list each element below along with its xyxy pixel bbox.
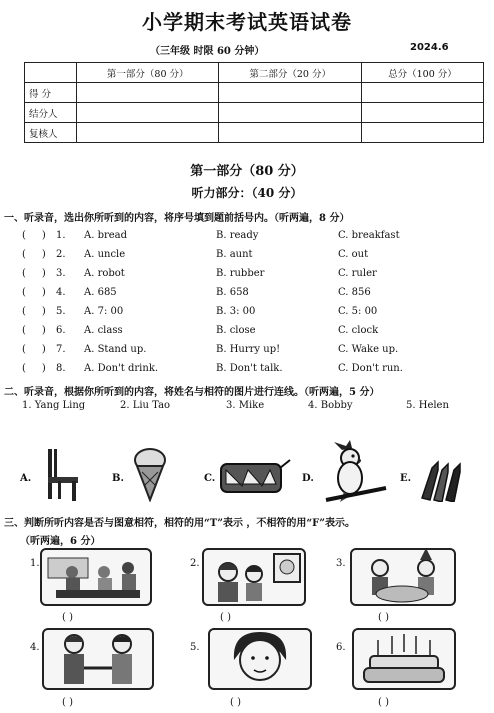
score-cell[interactable] bbox=[219, 103, 361, 123]
q2-names bbox=[0, 400, 494, 414]
close-paren: ) bbox=[41, 249, 46, 260]
open-paren: ( bbox=[22, 325, 26, 336]
option-a: A. 685 bbox=[84, 287, 117, 298]
option-c: C. 856 bbox=[338, 287, 371, 298]
item-number: 3. bbox=[56, 268, 66, 279]
row-label: 得 分 bbox=[25, 83, 77, 103]
score-cell[interactable] bbox=[361, 103, 483, 123]
pic-number: 1. bbox=[30, 558, 40, 569]
table-cell bbox=[25, 63, 77, 83]
close-paren: ) bbox=[41, 325, 46, 336]
option-b: B. 3: 00 bbox=[216, 306, 256, 317]
option-c: C. breakfast bbox=[338, 230, 400, 241]
answer-paren[interactable] bbox=[22, 287, 46, 298]
pic-number: 2. bbox=[190, 558, 200, 569]
option-b: B. Hurry up! bbox=[216, 344, 281, 355]
score-cell[interactable] bbox=[219, 83, 361, 103]
name-label: 5. Helen bbox=[406, 400, 449, 411]
answer-paren[interactable] bbox=[22, 249, 46, 260]
name-label: 4. Bobby bbox=[308, 400, 353, 411]
crayons-icon bbox=[418, 458, 464, 502]
answer-paren[interactable] bbox=[22, 363, 46, 374]
table-row bbox=[25, 123, 484, 143]
pic-number: 6. bbox=[336, 642, 346, 653]
chair-icon bbox=[42, 445, 84, 503]
table-header-row bbox=[25, 63, 484, 83]
score-cell[interactable] bbox=[77, 83, 219, 103]
part1-title: 第一部分（80 分） bbox=[190, 164, 304, 179]
item-number: 1. bbox=[56, 230, 66, 241]
open-paren: ( bbox=[22, 287, 26, 298]
answer-blank[interactable]: ( ) bbox=[378, 697, 389, 708]
option-b: B. 658 bbox=[216, 287, 249, 298]
option-c: C. 5: 00 bbox=[338, 306, 378, 317]
close-paren: ) bbox=[41, 306, 46, 317]
pic-label: D. bbox=[302, 473, 314, 484]
open-paren: ( bbox=[22, 268, 26, 279]
score-cell[interactable] bbox=[219, 123, 361, 143]
close-paren: ) bbox=[41, 363, 46, 374]
option-b: B. ready bbox=[216, 230, 259, 241]
option-c: C. clock bbox=[338, 325, 379, 336]
score-cell[interactable] bbox=[361, 123, 483, 143]
q2-instruction: 二、听录音，根据你所听到的内容，将姓名与相符的图片进行连线。（听两遍，5 分） bbox=[4, 387, 380, 398]
score-cell[interactable] bbox=[77, 123, 219, 143]
answer-paren[interactable] bbox=[22, 230, 46, 241]
picture-woman bbox=[208, 628, 312, 690]
table-header: 第二部分（20 分） bbox=[219, 63, 361, 83]
pic-label: B. bbox=[112, 473, 124, 484]
item-number: 6. bbox=[56, 325, 66, 336]
picture-birthday-cake bbox=[352, 628, 456, 690]
name-label: 3. Mike bbox=[226, 400, 265, 411]
pic-number: 3. bbox=[336, 558, 346, 569]
answer-paren[interactable] bbox=[22, 268, 46, 279]
option-b: B. Don't talk. bbox=[216, 363, 283, 374]
answer-paren[interactable] bbox=[22, 325, 46, 336]
item-number: 8. bbox=[56, 363, 66, 374]
picture-party bbox=[350, 548, 456, 606]
table-header: 第一部分（80 分） bbox=[77, 63, 219, 83]
table-row bbox=[25, 103, 484, 123]
q3-instruction: 三、判断所听内容是否与图意相符，相符的用“T”表示 ，不相符的用“F”表示。 bbox=[4, 518, 356, 529]
open-paren: ( bbox=[22, 230, 26, 241]
option-b: B. rubber bbox=[216, 268, 265, 279]
page-title: 小学期末考试英语试卷 bbox=[142, 10, 352, 34]
name-label: 2. Liu Tao bbox=[120, 400, 171, 411]
name-label: 1. Yang Ling bbox=[22, 400, 86, 411]
close-paren: ) bbox=[41, 287, 46, 298]
option-b: B. close bbox=[216, 325, 256, 336]
pic-number: 5. bbox=[190, 642, 200, 653]
option-a: A. uncle bbox=[84, 249, 126, 260]
option-a: A. robot bbox=[84, 268, 125, 279]
answer-paren[interactable] bbox=[22, 344, 46, 355]
score-cell[interactable] bbox=[361, 83, 483, 103]
option-a: A. Don't drink. bbox=[84, 363, 159, 374]
q3-note: （听两遍，6 分） bbox=[20, 536, 101, 547]
option-a: A. Stand up. bbox=[84, 344, 147, 355]
item-number: 5. bbox=[56, 306, 66, 317]
close-paren: ) bbox=[41, 230, 46, 241]
item-number: 4. bbox=[56, 287, 66, 298]
option-a: A. class bbox=[84, 325, 123, 336]
score-cell[interactable] bbox=[77, 103, 219, 123]
answer-paren[interactable] bbox=[22, 306, 46, 317]
score-table bbox=[24, 62, 484, 143]
parrot-icon bbox=[320, 440, 390, 506]
picture-family-dinner bbox=[40, 548, 152, 606]
table-header: 总分（100 分） bbox=[361, 63, 483, 83]
option-b: B. aunt bbox=[216, 249, 253, 260]
q1-instruction: 一、听录音，选出你所听到的内容，将序号填到题前括号内。（听两遍，8 分） bbox=[4, 213, 350, 224]
answer-blank[interactable]: ( ) bbox=[378, 612, 389, 623]
pencil-case-icon bbox=[218, 456, 292, 496]
picture-handshake bbox=[42, 628, 154, 690]
close-paren: ) bbox=[41, 344, 46, 355]
option-c: C. out bbox=[338, 249, 369, 260]
open-paren: ( bbox=[22, 363, 26, 374]
exam-date: 2024.6 bbox=[410, 42, 449, 53]
pic-label: C. bbox=[204, 473, 216, 484]
answer-blank[interactable]: ( ) bbox=[220, 612, 231, 623]
open-paren: ( bbox=[22, 249, 26, 260]
pic-label: A. bbox=[20, 473, 32, 484]
answer-blank[interactable]: ( ) bbox=[230, 697, 241, 708]
option-c: C. ruler bbox=[338, 268, 377, 279]
open-paren: ( bbox=[22, 344, 26, 355]
exam-subtitle: （三年级 时限 60 分钟） bbox=[150, 46, 265, 57]
option-c: C. Don't run. bbox=[338, 363, 403, 374]
row-label: 复核人 bbox=[25, 123, 77, 143]
ice-cream-icon bbox=[132, 448, 168, 502]
item-number: 7. bbox=[56, 344, 66, 355]
row-label: 结分人 bbox=[25, 103, 77, 123]
option-c: C. Wake up. bbox=[338, 344, 399, 355]
answer-blank[interactable]: ( ) bbox=[62, 697, 73, 708]
pic-number: 4. bbox=[30, 642, 40, 653]
item-number: 2. bbox=[56, 249, 66, 260]
pic-label: E. bbox=[400, 473, 412, 484]
table-row bbox=[25, 83, 484, 103]
open-paren: ( bbox=[22, 306, 26, 317]
close-paren: ) bbox=[41, 268, 46, 279]
answer-blank[interactable]: ( ) bbox=[62, 612, 73, 623]
option-a: A. bread bbox=[84, 230, 128, 241]
picture-boy-family-photo bbox=[202, 548, 306, 606]
listening-title: 听力部分：（40 分） bbox=[191, 186, 303, 200]
option-a: A. 7: 00 bbox=[84, 306, 124, 317]
